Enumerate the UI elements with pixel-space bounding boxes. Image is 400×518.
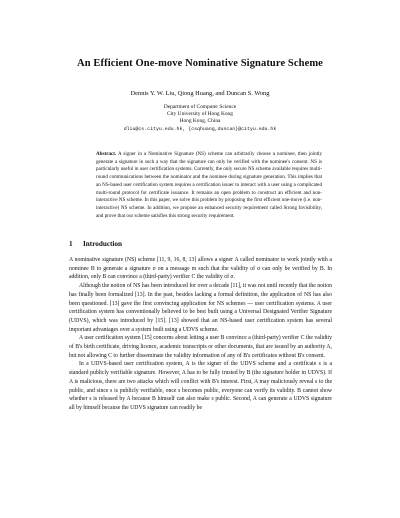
- section-title: Introduction: [83, 240, 123, 248]
- university: City University of Hong Kong: [167, 111, 233, 118]
- section-heading: [69, 240, 122, 248]
- body-paragraph: In a UDVS-based user certification system, A is the signer of the UDVS scheme and a certificate s is a standard publicly verifiable signature. However, A has to be fully trusted by B (the signature holder in UDVS). If A is malicious, there are two attacks which will conflict with B's interest. First, A may maliciously reveal s to the public, and since s is publicly verifiable, once s becomes public, everyone can verify its validity. B cannot show whether s is released by A because B himself can also make s public. Second, A can generate a UDVS signature all by himself because the UDVS signature can readily be: [69, 361, 332, 411]
- abstract-text: A signer in a Nominative Signature (NS) scheme can arbitrarily choose a nominee, then jointly generate a signature in such a way that the signature can only be verified with the nominee's consent. NS is particularly useful in user certification systems. Currently, the only secure NS scheme available requires multi-round communications between the nominator and the nominee during signature generation. This implies that an NS-based user certification system requires a certification issuer to interact with a user using a complicated multi-round protocol for certificate issuance. It remains an open problem to construct an efficient and non-interactive NS scheme. In this paper, we solve this problem by proposing the first efficient one-move (i.e. non-interactive) NS scheme. In addition, we propose an enhanced security requirement called Strong Invisibility, and prove that our scheme satisfies this strong security requirement.: [96, 151, 322, 219]
- paper-title: An Efficient One-move Nominative Signature Scheme: [77, 58, 323, 69]
- location: Hong Kong, China: [179, 118, 221, 125]
- email-addresses: dliu@cs.cityu.edu.hk, {csqhuang,duncan}@cityu.edu.hk: [123, 126, 277, 132]
- body-paragraph: A nominative signature (NS) scheme [11, 9, 16, 8, 13] allows a signer A called nominator to work jointly with a nominee B to generate a signature σ on a message m such that the validity of σ can only be verified by B. In addition, only B can convince a (third-party) verifier C the validity of σ.: [69, 257, 332, 281]
- affiliation-block: [0, 104, 400, 133]
- abstract: [96, 151, 322, 220]
- section-number: 1: [69, 240, 73, 248]
- body-text: [69, 256, 332, 413]
- body-paragraph: A user certification system [15] concerns about letting a user B convince a (third-party) verifier C the validity of B's birth certificate, driving licence, academic transcripts or other documents, that are issued by an authority A, but not allowing C to further disseminate the validity information of any of B's certificates without B's consent.: [69, 335, 332, 359]
- department: Department of Computer Science: [163, 104, 237, 110]
- author-list: Dennis Y. W. Liu, Qiong Huang, and Duncan S. Wong: [130, 90, 270, 97]
- abstract-label: Abstract.: [96, 151, 117, 157]
- body-paragraph: Although the notion of NS has been introduced for over a decade [11], it was not until recently that the notion has finally been formalized [13]. In the past, besides lacking a formal definition, the application of NS has also been questioned. [13] gave the first convincing application for NS schemes — user certification systems. A user certification system has conventionally believed to be best built using a Universal Designated Verifier Signature (UDVS), which was introduced by [15]. [13] showed that an NS-based user certification system has several important advantages over a system built using a UDVS scheme.: [69, 283, 332, 333]
